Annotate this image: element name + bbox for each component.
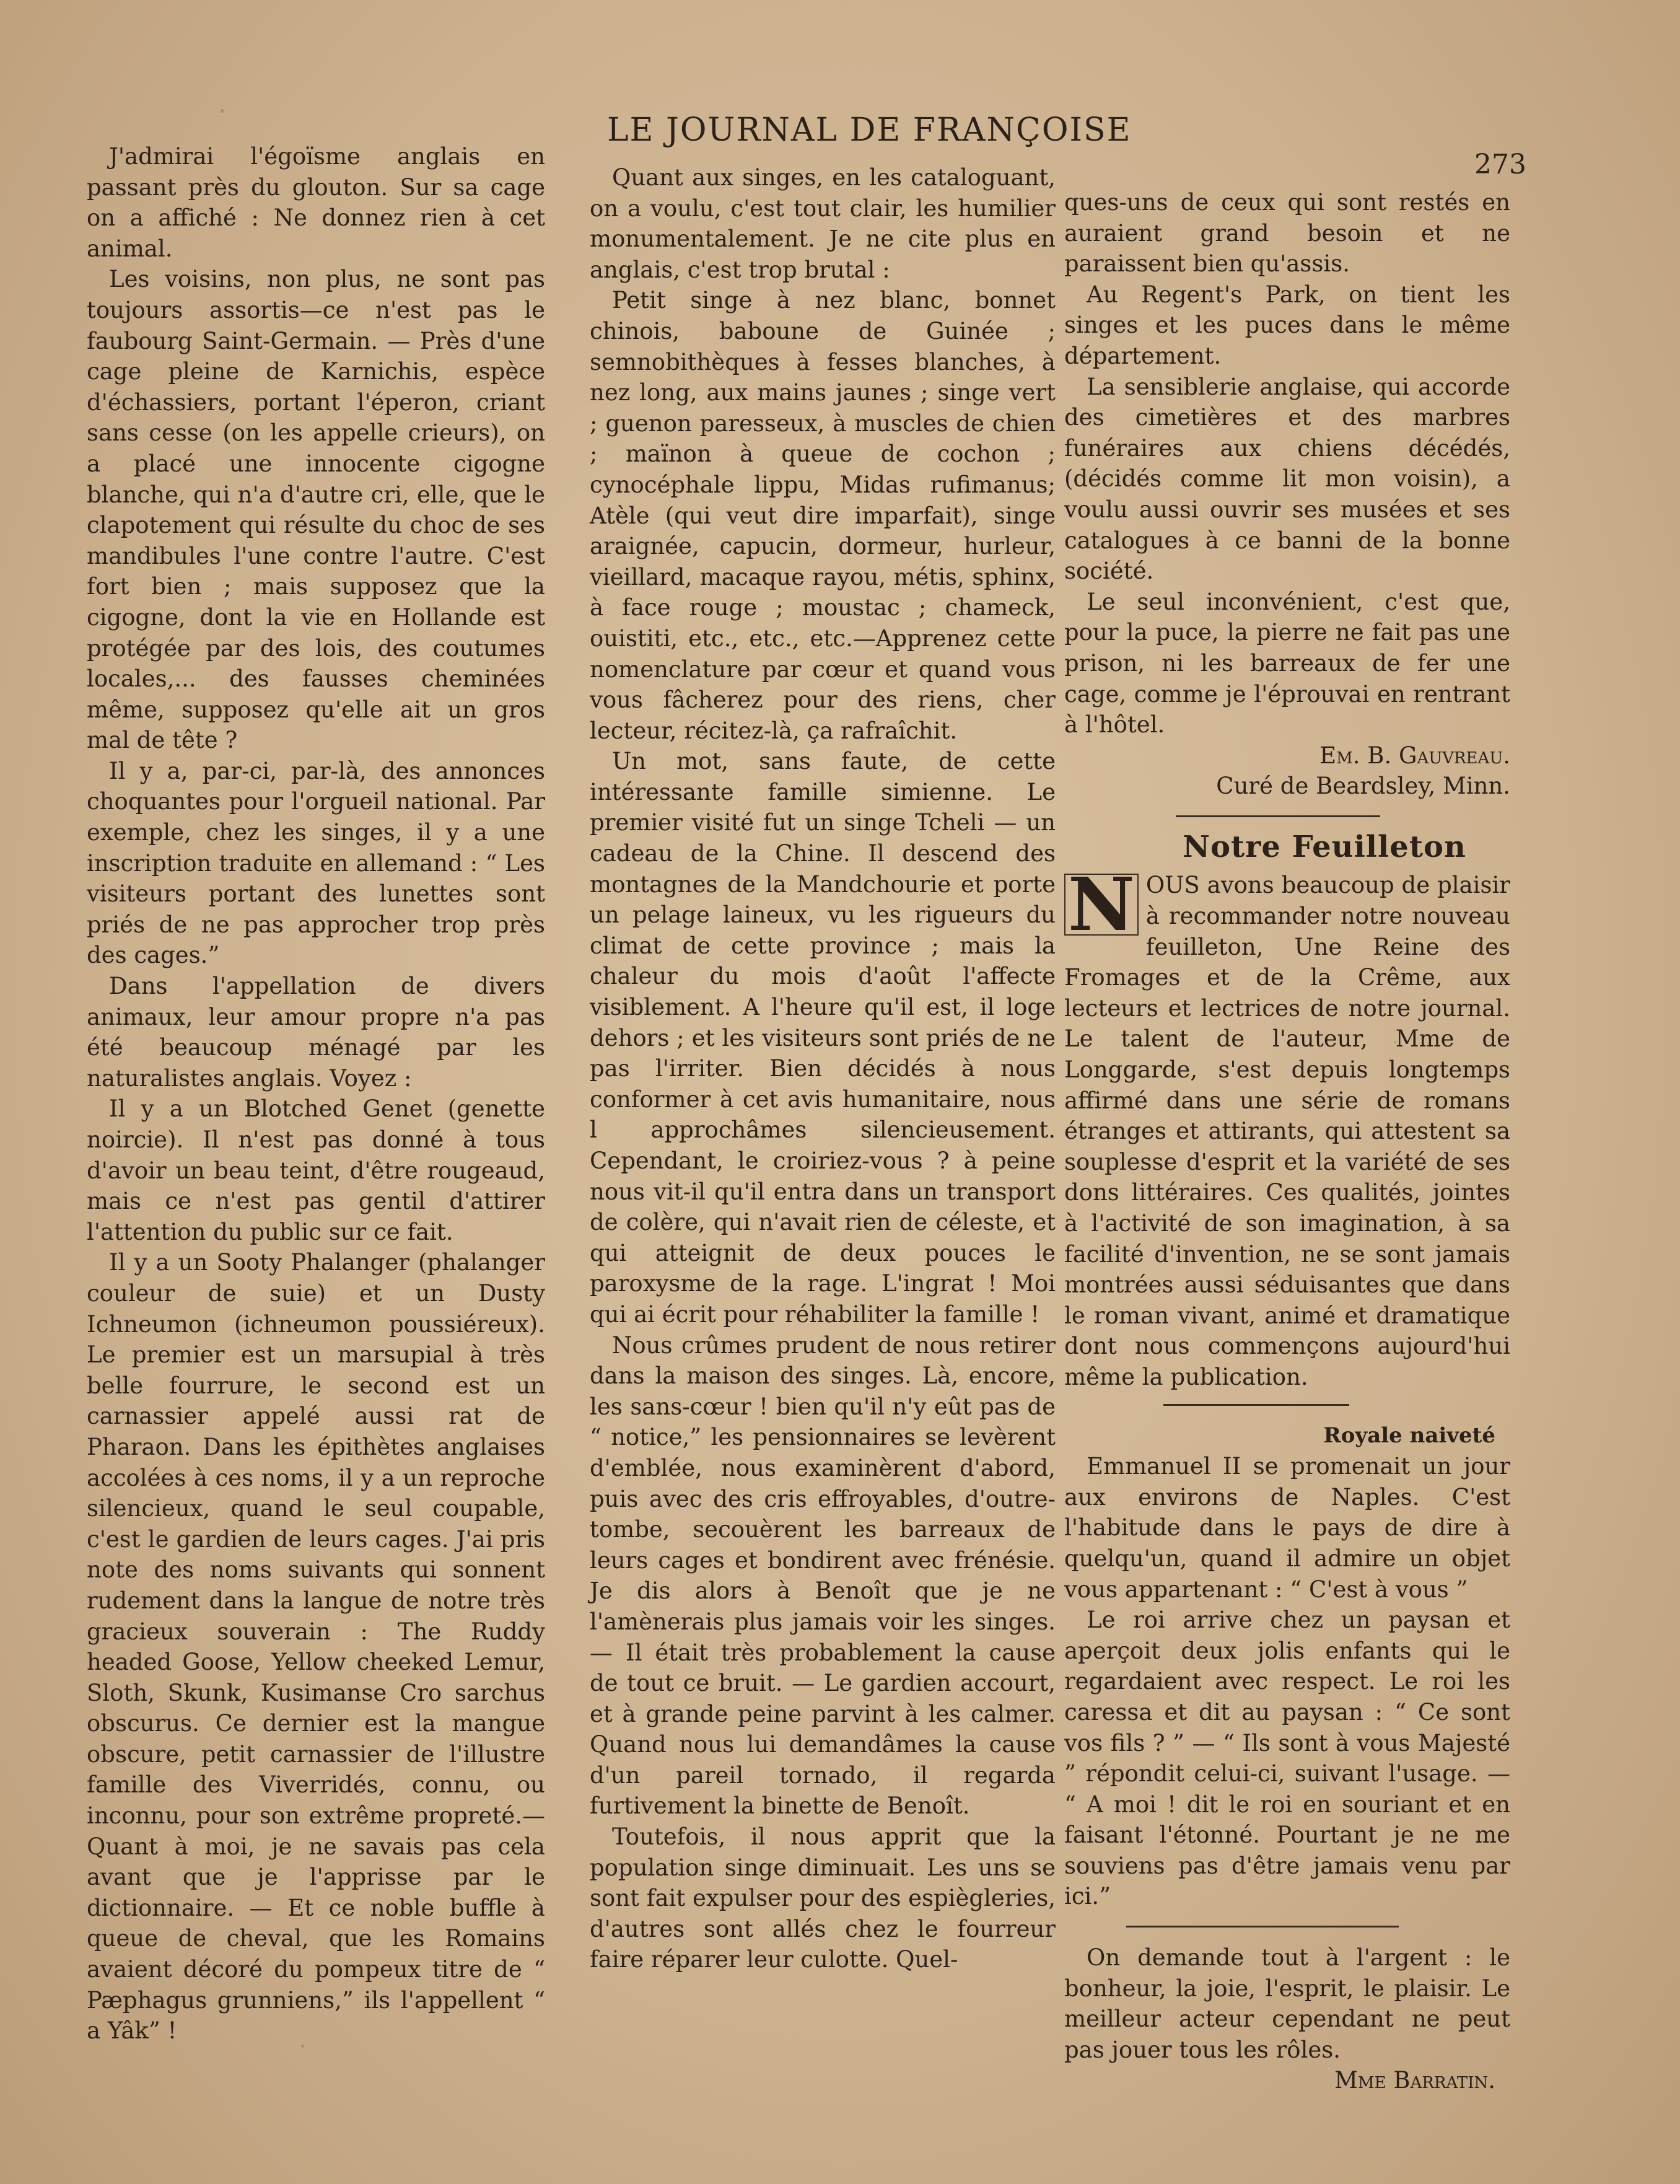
article-paragraph: Petit singe à nez blanc, bonnet chinois, baboune de Guinée ; semnobithèques à fesses blanches, à nez long, aux mains jaunes ; singe vert ; guenon paresseux, à muscles de chien ; maïnon à queue de cochon ; cynocéphale lippu, Midas rufimanus; Atèle (qui veut dire imparfait), singe araignée, capucin, dormeur, hurleur, vieillard, macaque rayou, métis, sphinx, à face rouge ; moustac ; chameck, ouistiti, etc., etc., etc.—Apprenez cette nomenclature par cœur et quand vous vous fâcherez pour des riens, cher lecteur, récitez-là, ça rafraîchit. bbox=[590, 287, 1056, 744]
paper-spot bbox=[221, 109, 224, 113]
article-paragraph: La sensiblerie anglaise, qui accorde des cimetières et des marbres funéraires aux chiens décédés, (décidés comme lit mon voisin), a voulu aussi ouvrir ses musées et ses catalogues à ce banni de la bonne société. bbox=[1064, 373, 1510, 585]
royale-heading: Royale naiveté bbox=[1323, 1423, 1495, 1448]
article-paragraph: ques-uns de ceux qui sont restés en auraient grand besoin et ne paraissent bien qu'assis. bbox=[1064, 189, 1510, 278]
article-paragraph: Il y a, par-ci, par-là, des annonces choquantes pour l'orgueil national. Par exemple, chez les singes, il y a une inscription traduite en allemand : “ Les visiteurs portant des lunettes sont priés de ne pas approcher trop près des cages.” bbox=[87, 757, 545, 969]
closing-paragraph: On demande tout à l'argent : le bonheur, la joie, l'esprit, le plaisir. Le meilleur acteur cependant ne peut pas jouer tous les rôles. bbox=[1064, 1944, 1510, 2063]
page-number: 273 bbox=[1474, 149, 1526, 180]
signature-author: Mme Barratin. bbox=[1334, 2067, 1495, 2094]
article-paragraph: Il y a un Blotched Genet (genette noircie). Il n'est pas donné à tous d'avoir un beau teint, d'être rougeaud, mais ce n'est pas gentil d'attirer l'attention du public sur ce fait. bbox=[87, 1095, 545, 1245]
article-paragraph: Il y a un Sooty Phalanger (phalanger couleur de suie) et un Dusty Ichneumon (ichneumon poussiéreux). Le premier est un marsupial à très belle fourrure, le second est un carnassier appelé aussi rat de Pharaon. Dans les épithètes anglaises accolées à ces noms, il y a un reproche silencieux, quand le seul coupable, c'est le gardien de leurs cages. J'ai pris note des noms suivants qui sonnent rudement dans la langue de notre très gracieux souverain : The Ruddy headed Goose, Yellow cheeked Lemur, Sloth, Skunk, Kusimanse Cro sarchus obscurus. Ce dernier est la mangue obscure, petit carnassier de l'illustre famille des Viverridés, connu, ou inconnu, pour son extrême propreté.—Quant à moi, je ne savais pas cela avant que je l'apprisse par le dictionnaire. — Et ce noble buffle à queue de cheval, que les Romains avaient décoré du pompeux titre de “ Pæphagus grunniens,” ils l'appellent “ a Yâk” ! bbox=[87, 1249, 545, 2045]
anecdote-paragraph: Emmanuel II se promenait un jour aux environs de Naples. C'est l'habitude dans le pays de dire à quelqu'un, quand il admire un objet vous appartenant : “ C'est à vous ” bbox=[1064, 1453, 1510, 1603]
signature-place: Curé de Beardsley, Minn. bbox=[1216, 773, 1510, 800]
left-column bbox=[87, 141, 545, 2046]
article-paragraph: Quant aux singes, en les cataloguant, on a voulu, c'est tout clair, les humilier monumentalement. Je ne cite plus en anglais, c'est trop brutal : bbox=[590, 164, 1056, 283]
drop-cap: N bbox=[1064, 874, 1139, 936]
journal-title: LE JOURNAL DE FRANÇOISE bbox=[607, 112, 1132, 149]
article-paragraph: Un mot, sans faute, de cette intéressante famille simienne. Le premier visité fut un singe Tcheli — un cadeau de la Chine. Il descend des montagnes de la Mandchourie et porte un pelage laineux, vu les rigueurs du climat de cette province ; mais la chaleur du mois d'août l'affecte visiblement. A l'heure qu'il est, il loge dehors ; et les visiteurs sont priés de ne pas l'irriter. Bien décidés à nous conformer à cet avis humanitaire, nous l approchâmes silencieusement. Cependant, le croiriez-vous ? à peine nous vit-il qu'il entra dans un transport de colère, qui n'avait rien de céleste, et qui atteignit de deux pouces le paroxysme de la rage. L'ingrat ! Moi qui ai écrit pour réhabiliter la famille ! bbox=[590, 748, 1056, 1328]
middle-column bbox=[590, 162, 1056, 1975]
section-divider bbox=[1163, 1404, 1349, 1406]
section-divider bbox=[1126, 1926, 1399, 1927]
article-paragraph: J'admirai l'égoïsme anglais en passant près du glouton. Sur sa cage on a affiché : Ne donnez rien à cet animal. bbox=[87, 143, 545, 262]
feuilleton-paragraph bbox=[1064, 861, 1510, 1392]
article-paragraph: Le seul inconvénient, c'est que, pour la puce, la pierre ne fait pas une prison, ni les barreaux de fer une cage, comme je l'éprouvai en rentrant à l'hôtel. bbox=[1064, 588, 1510, 739]
right-column bbox=[1064, 187, 1510, 2096]
signature-author: Em. B. Gauvreau. bbox=[1319, 742, 1510, 769]
anecdote-paragraph: Le roi arrive chez un paysan et aperçoit deux jolis enfants qui le regardaient avec respect. Le roi les caressa et dit au paysan : “ Ce sont vos fils ? ” — “ Ils sont à vous Majesté ” répondit celui-ci, suivant l'usage. — “ A moi ! dit le roi en souriant et en faisant l'étonné. Pourtant je ne me souviens pas d'être jamais venu par ici.” bbox=[1064, 1607, 1510, 1910]
article-paragraph: Nous crûmes prudent de nous retirer dans la maison des singes. Là, encore, les sans-cœur ! bien qu'il n'y eût pas de “ notice,” les pensionnaires se levèrent d'emblée, nous examinèrent d'abord, puis avec des cris effroyables, d'outre-tombe, secouèrent les barreaux de leurs cages et bondirent avec frénésie. Je dis alors à Benoît que je ne l'amènerais plus jamais voir les singes. — Il était très probablement la cause de tout ce bruit. — Le gardien accourt, et à grande peine parvint à les calmer. Quand nous lui demandâmes la cause d'un pareil tornado, il regarda furtivement la binette de Benoît. bbox=[590, 1331, 1056, 1820]
article-paragraph: Dans l'appellation de divers animaux, leur amour propre n'a pas été beaucoup ménagé par les naturalistes anglais. Voyez : bbox=[87, 973, 545, 1092]
article-paragraph: Toutefois, il nous apprit que la population singe diminuait. Les uns se sont fait expulser pour des espiègleries, d'autres sont allés chez le fourreur faire réparer leur culotte. Quel- bbox=[590, 1823, 1056, 1973]
feuilleton-text: OUS avons beaucoup de plaisir à recommander notre nouveau feuilleton, Une Reine des Fromages et de la Crême, aux lecteurs et lectrices de notre journal. Le talent de l'auteur, Mme de Longgarde, s'est depuis longtemps affirmé dans une série de romans étranges et attirants, qui attestent sa souplesse d'esprit et la variété de ses dons littéraires. Ces qualités, jointes à l'activité de son imagination, à sa facilité d'invention, ne se sont jamais montrées aussi séduisantes que dans le roman vivant, animé et dramatique dont nous commençons aujourd'hui même la publication. bbox=[1064, 872, 1510, 1390]
article-paragraph: Au Regent's Park, on tient les singes et les puces dans le même département. bbox=[1064, 281, 1510, 369]
article-paragraph: Les voisins, non plus, ne sont pas toujours assortis—ce n'est pas le faubourg Saint-Germain. — Près d'une cage pleine de Karnichis, espèce d'échassiers, portant l'éperon, criant sans cesse (on les appelle crieurs), on a placé une innocente cigogne blanche, qui n'a d'autre cri, elle, que le clapotement qui résulte du choc de ses mandibules l'une contre l'autre. C'est fort bien ; mais supposez que la cigogne, dont la vie en Hollande est protégée par des lois, des coutumes locales,... des fausses cheminées même, supposez qu'elle ait un gros mal de tête ? bbox=[87, 266, 545, 754]
feuilleton-heading: Notre Feuilleton bbox=[1183, 829, 1466, 864]
section-divider bbox=[1176, 815, 1380, 817]
